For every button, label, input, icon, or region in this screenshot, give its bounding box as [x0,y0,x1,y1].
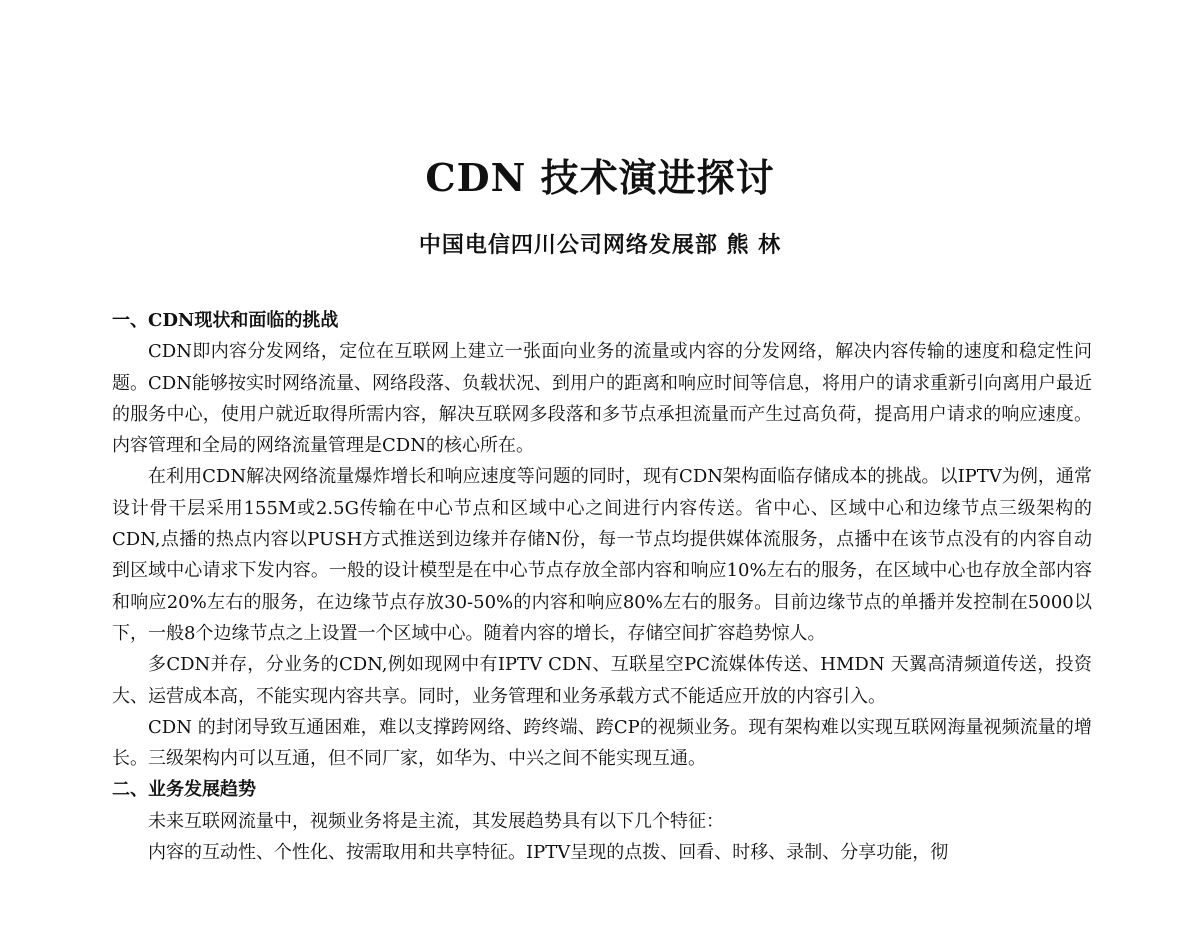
paragraph: 多CDN并存，分业务的CDN,例如现网中有IPTV CDN、互联星空PC流媒体传送、HMDN 天翼高清频道传送，投资大、运营成本高，不能实现内容共享。同时，业务管理和业务承载方式不能适应开放的内容引入。 [112,654,1092,707]
paragraph: CDN 的封闭导致互通困难，难以支撑跨网络、跨终端、跨CP的视频业务。现有架构难以实现互联网海量视频流量的增长。三级架构内可以互通，但不同厂家，如华为、中兴之间不能实现互通。 [112,716,1092,770]
paragraph: 在利用CDN解决网络流量爆炸增长和响应速度等问题的同时，现有CDN架构面临存储成本的挑战。以IPTV为例，通常设计骨干层采用155M或2.5G传输在中心节点和区域中心之间进行内容传送。省中心、区域中心和边缘节点三级架构的CDN,点播的热点内容以PUSH方式推送到边缘并存储N份，每一节点均提供媒体流服务，点播中在该节点没有的内容自动到区域中心请求下发内容。一般的设计模型是在中心节点存放全部内容和响应10%左右的服务，在区域中心也存放全部内容和响应20%左右的服务，在边缘节点存放30-50%的内容和响应80%左右的服务。目前边缘节点的单播并发控制在5000以下，一般8个边缘节点之上设置一个区域中心。随着内容的增长，存储空间扩容趋势惊人。 [112,466,1092,644]
paragraph: 内容的互动性、个性化、按需取用和共享特征。IPTV呈现的点拨、回看、时移、录制、分享功能，彻 [148,842,949,864]
document-title: CDN 技术演进探讨 [425,155,775,200]
paragraph: CDN即内容分发网络，定位在互联网上建立一张面向业务的流量或内容的分发网络，解决内容传输的速度和稳定性问题。CDN能够按实时网络流量、网络段落、负载状况、到用户的距离和响应时间等信息，将用户的请求重新引向离用户最近的服务中心，使用户就近取得所需内容，解决互联网多段落和多节点承担流量而产生过高负荷，提高用户请求的响应速度。内容管理和全局的网络流量管理是CDN的核心所在。 [112,341,1092,457]
author-byline: 中国电信四川公司网络发展部 熊 林 [418,232,782,258]
paragraph: 未来互联网流量中，视频业务将是主流，其发展趋势具有以下几个特征： [148,810,724,832]
section-heading-1: 一、CDN现状和面临的挑战 [112,310,339,331]
document-body [112,305,1092,868]
section-heading-2: 二、业务发展趋势 [112,779,256,801]
